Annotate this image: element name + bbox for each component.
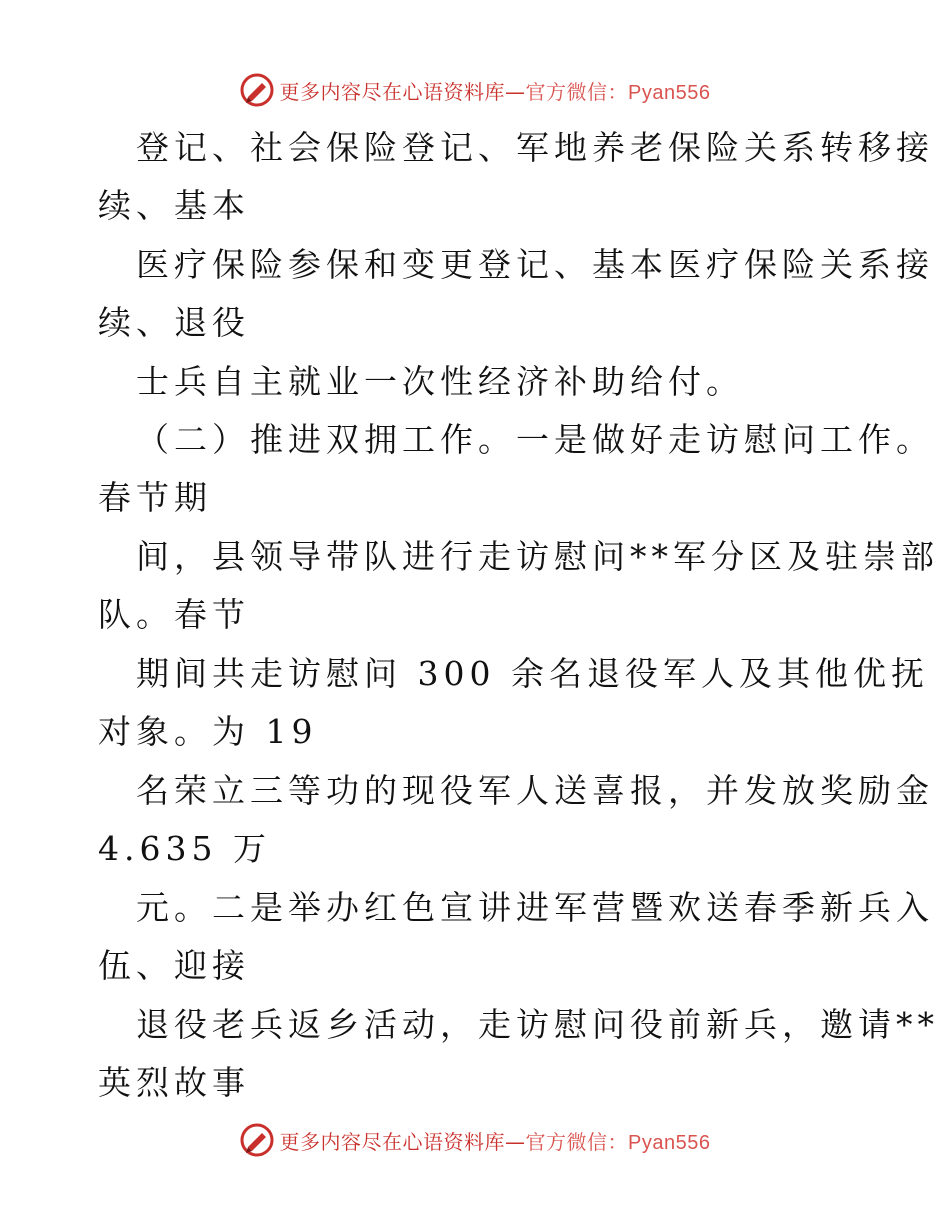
text-line: （二）推进双拥工作。一是做好走访慰问工作。 <box>136 420 934 459</box>
text-line: 续、退役 <box>98 303 250 342</box>
text-line: 伍、迎接 <box>98 946 250 985</box>
text-line: 退役老兵返乡活动，走访慰问役前新兵，邀请** <box>136 1005 939 1044</box>
watermark-text: 更多内容尽在心语资料库—官方微信：Pyan556 <box>279 1129 711 1154</box>
text-line: 间，县领导带队进行走访慰问**军分区及驻崇部 <box>136 537 939 576</box>
text-line: 英烈故事 <box>98 1063 250 1102</box>
text-line: 医疗保险参保和变更登记、基本医疗保险关系接 <box>136 245 934 284</box>
text-line: 士兵自主就业一次性经济补助给付。 <box>136 362 744 401</box>
text-line: 春节期 <box>98 478 212 517</box>
text-line: 对象。为 19 <box>98 712 318 751</box>
text-line: 队。春节 <box>98 595 250 634</box>
text-line: 4.635 万 <box>98 829 271 868</box>
text-line: 期间共走访慰问 300 余名退役军人及其他优抚 <box>136 654 929 693</box>
watermark-text: 更多内容尽在心语资料库—官方微信：Pyan556 <box>279 79 711 104</box>
footer-watermark <box>0 1120 950 1160</box>
text-line: 元。二是举办红色宣讲进军营暨欢送春季新兵入 <box>136 888 934 927</box>
header-watermark <box>0 70 950 110</box>
text-line: 续、基本 <box>98 186 250 225</box>
text-line: 名荣立三等功的现役军人送喜报，并发放奖励金 <box>136 771 934 810</box>
pen-logo-icon <box>240 73 274 107</box>
pen-logo-icon <box>240 1123 274 1157</box>
text-line: 登记、社会保险登记、军地养老保险关系转移接 <box>136 128 934 167</box>
